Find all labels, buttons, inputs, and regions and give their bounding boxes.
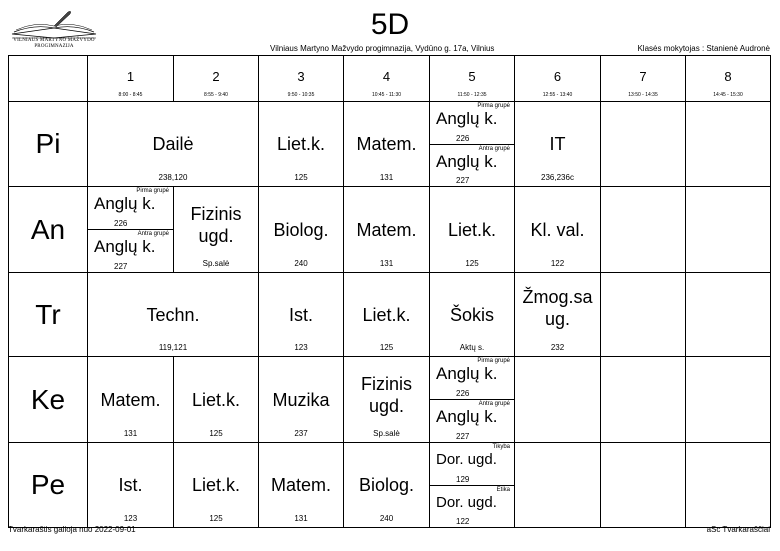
empty-cell (515, 443, 601, 528)
group-lesson (430, 443, 514, 485)
empty-cell (686, 443, 771, 528)
period-header: 3 9:50 - 10:35 (259, 56, 344, 102)
lesson-room: 131 (379, 173, 394, 182)
group-label: Pirma grupė (477, 103, 510, 109)
group-label: Tikyba (492, 444, 510, 450)
logo-text: VILNIAUS MARTYNO MAŽVYDO PROGIMNAZIJA (13, 38, 95, 49)
lesson-subject: Muzika (272, 389, 330, 410)
lesson-subject: Biolog. (358, 475, 415, 495)
lesson-room: 122 (550, 259, 565, 268)
day-label: Ke (9, 357, 88, 443)
validity-note: Tvarkaraštis galioja nuo 2022-09-01 (8, 525, 136, 534)
lesson-room: 125 (209, 429, 223, 438)
lesson-room: 240 (379, 514, 394, 523)
group-label: Pirma grupė (136, 188, 169, 194)
group-label: Antra grupė (478, 145, 510, 152)
lesson-subject: Žmog.sa ug. (522, 286, 593, 329)
group-lesson (88, 229, 173, 272)
lesson-room: 131 (294, 514, 308, 523)
lesson-room: 123 (123, 514, 138, 523)
lesson-subject: Anglų k. (436, 364, 498, 383)
day-label: Pe (9, 443, 88, 528)
lesson-subject: Techn. (146, 304, 200, 325)
period-header: 7 13:50 - 14:35 (601, 56, 686, 102)
lesson-subject: Liet.k. (191, 389, 241, 410)
lesson-subject: Dor. ugd. (436, 493, 497, 511)
day-row (9, 187, 771, 273)
lesson-room: 125 (379, 343, 394, 352)
lesson-cell (88, 357, 174, 443)
group-label: Antra grupė (137, 231, 169, 237)
period-header: 5 11:50 - 12:35 (430, 56, 515, 102)
empty-cell (601, 273, 686, 357)
lesson-room: 131 (123, 429, 138, 438)
group-lesson (430, 485, 514, 528)
lesson-cell (259, 443, 344, 528)
day-label: An (9, 187, 88, 273)
group-label: Antra grupė (478, 401, 510, 407)
lesson-cell (344, 187, 430, 273)
lesson-cell (88, 443, 174, 528)
lesson-subject: Dor. ugd. (436, 451, 497, 468)
lesson-subject: Fizinis ugd. (190, 203, 242, 246)
lesson-room: 119,121 (158, 343, 188, 352)
lesson-subject: Matem. (270, 475, 331, 495)
lesson-room: 131 (379, 259, 394, 268)
day-row (9, 357, 771, 443)
lesson-cell (344, 443, 430, 528)
lesson-room: 122 (456, 517, 470, 526)
day-label: Pi (9, 102, 88, 187)
lesson-subject: Liet.k. (447, 219, 497, 240)
day-row (9, 273, 771, 357)
lesson-subject: Anglų k. (436, 407, 498, 426)
lesson-subject: Liet.k. (362, 304, 411, 325)
lesson-room: 125 (465, 259, 479, 268)
lesson-cell (515, 273, 601, 357)
lesson-subject: Biolog. (273, 219, 329, 240)
lesson-subject: Matem. (356, 134, 417, 154)
lesson-room: 123 (294, 343, 308, 352)
empty-cell (601, 102, 686, 187)
period-header: 8 14:45 - 15:30 (686, 56, 771, 102)
empty-cell (686, 102, 771, 187)
lesson-cell (88, 273, 259, 357)
group-lesson (430, 144, 514, 187)
group-lesson (430, 357, 514, 399)
period-header: 4 10:45 - 11:30 (344, 56, 430, 102)
lesson-room: 226 (456, 133, 470, 143)
lesson-room: 238,120 (158, 173, 188, 182)
class-teacher: Klasės mokytojas : Stanienė Audronė (637, 44, 770, 53)
empty-cell (601, 187, 686, 273)
lesson-cell (344, 357, 430, 443)
lesson-subject: Fizinis ugd. (360, 373, 412, 416)
period-header: 1 8:00 - 8:45 (88, 56, 174, 102)
lesson-cell (430, 187, 515, 273)
lesson-subject: Dailė (152, 134, 194, 154)
lesson-room: 226 (114, 219, 128, 228)
lesson-subject: Anglų k. (94, 237, 156, 256)
lesson-cell (88, 102, 259, 187)
lesson-subject: Anglų k. (436, 151, 498, 171)
lesson-cell (259, 102, 344, 187)
group-label: Pirma grupė (477, 358, 510, 364)
lesson-room: 226 (456, 389, 470, 398)
day-label: Tr (9, 273, 88, 357)
lesson-room: Aktų s. (459, 343, 485, 352)
empty-cell (601, 357, 686, 443)
lesson-room: 125 (209, 514, 223, 523)
group-lesson (430, 102, 514, 144)
lesson-subject: Liet.k. (191, 475, 241, 495)
split-lesson-cell (430, 443, 515, 528)
group-lesson (430, 399, 514, 442)
split-lesson-cell (88, 187, 174, 273)
lesson-subject: Matem. (356, 219, 417, 240)
lesson-subject: Ist. (118, 475, 143, 495)
day-row (9, 443, 771, 528)
lesson-subject: IT (549, 134, 566, 154)
lesson-subject: Ist. (288, 304, 313, 325)
corner-cell (9, 56, 88, 102)
lesson-cell (344, 273, 430, 357)
lesson-room: Sp.salė (202, 259, 230, 268)
lesson-cell (515, 102, 601, 187)
lesson-subject: Kl. val. (530, 219, 585, 240)
lesson-room: 129 (456, 474, 470, 484)
group-label: Etika (496, 486, 510, 493)
empty-cell (686, 273, 771, 357)
lesson-room: 227 (456, 176, 470, 185)
empty-cell (601, 443, 686, 528)
lesson-cell (515, 187, 601, 273)
lesson-cell (174, 357, 259, 443)
school-address: Vilniaus Martyno Mažvydo progimnazija, Vydūno g. 17a, Vilnius (270, 44, 495, 53)
split-lesson-cell (430, 102, 515, 187)
lesson-subject: Anglų k. (94, 194, 156, 213)
lesson-cell (259, 357, 344, 443)
group-lesson (88, 187, 173, 229)
header-row (9, 56, 771, 102)
generator-credit: aSc Tvarkaraščiai (706, 525, 770, 534)
lesson-room: 236,236c (541, 173, 574, 182)
split-lesson-cell (430, 357, 515, 443)
lesson-subject: Anglų k. (436, 109, 498, 128)
lesson-subject: Liet.k. (276, 134, 326, 154)
lesson-cell (344, 102, 430, 187)
empty-cell (515, 357, 601, 443)
lesson-room: Sp.salė (373, 429, 400, 438)
lesson-cell (174, 443, 259, 528)
lesson-room: 227 (456, 432, 470, 441)
timetable-grid (8, 55, 771, 528)
lesson-cell (259, 273, 344, 357)
day-row (9, 102, 771, 187)
lesson-cell (430, 273, 515, 357)
period-header: 2 8:55 - 9:40 (174, 56, 259, 102)
lesson-room: 125 (294, 173, 308, 182)
empty-cell (686, 357, 771, 443)
lesson-cell (259, 187, 344, 273)
class-title: 5D (370, 8, 410, 41)
empty-cell (686, 187, 771, 273)
lesson-room: 227 (114, 262, 128, 271)
lesson-subject: Šokis (449, 304, 494, 325)
lesson-room: 232 (550, 343, 565, 352)
lesson-subject: Matem. (100, 389, 161, 410)
lesson-room: 237 (294, 429, 308, 438)
lesson-cell (174, 187, 259, 273)
lesson-room: 240 (294, 259, 308, 268)
period-header: 6 12:55 - 13:40 (515, 56, 601, 102)
